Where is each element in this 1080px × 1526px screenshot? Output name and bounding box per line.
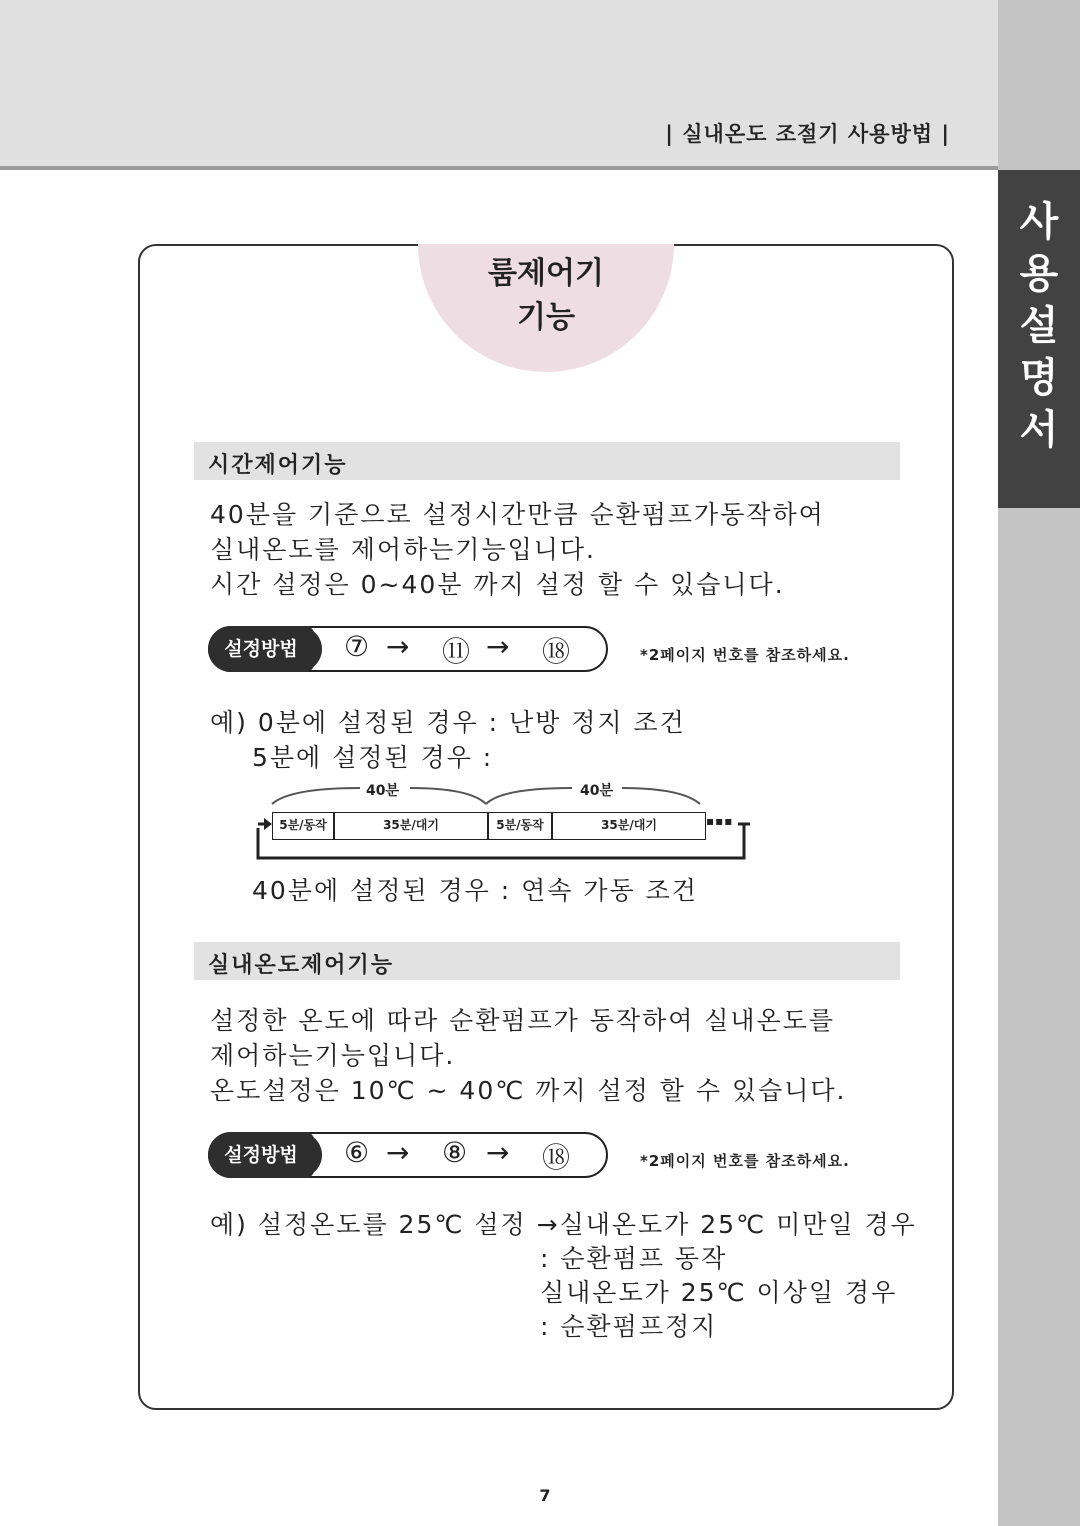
method-label: 설정방법 bbox=[208, 626, 314, 672]
period-label: 40분 bbox=[580, 783, 614, 799]
side-tab-label bbox=[998, 196, 1080, 456]
section-heading: 실내온도제어기능 bbox=[208, 953, 395, 978]
step-number: ⑱ bbox=[542, 1141, 571, 1174]
side-tab-char: 사 bbox=[1019, 199, 1059, 245]
page-title-line2: 기능 bbox=[517, 300, 575, 335]
page-title-line1: 룸제어기 bbox=[488, 256, 604, 291]
reference-note: *2페이지 번호를 참조하세요. bbox=[640, 1152, 850, 1170]
arrow-icon: → bbox=[486, 1136, 510, 1169]
arrow-icon: → bbox=[386, 630, 410, 663]
period-label: 40분 bbox=[366, 783, 400, 799]
page-number: 7 bbox=[539, 1486, 551, 1505]
step-number: ⑦ bbox=[344, 630, 370, 663]
step-number: ⑥ bbox=[344, 1136, 370, 1169]
arrow-icon: → bbox=[386, 1136, 410, 1169]
example-line: : 순환펌프 동작 bbox=[540, 1244, 728, 1273]
header-divider bbox=[0, 166, 998, 170]
step-number: ⑪ bbox=[442, 635, 471, 668]
section-desc-line: 실내온도를 제어하는기능입니다. bbox=[210, 535, 596, 564]
step-number: ⑧ bbox=[442, 1136, 468, 1169]
page-title bbox=[418, 252, 674, 340]
section-desc-line: 시간 설정은 0~40분 까지 설정 할 수 있습니다. bbox=[210, 570, 785, 599]
header-title: | 실내온도 조절기 사용방법 | bbox=[665, 122, 950, 146]
section-desc-line: 온도설정은 10℃ ~ 40℃ 까지 설정 할 수 있습니다. bbox=[210, 1076, 847, 1105]
example-line: 40분에 설정된 경우 : 연속 가동 조건 bbox=[252, 876, 698, 905]
side-tab-char: 서 bbox=[1019, 407, 1059, 453]
timeline-segment: 5분/동작 bbox=[488, 812, 552, 840]
arrow-icon: → bbox=[486, 630, 510, 663]
example-line: 예) 설정온도를 25℃ 설정 →실내온도가 25℃ 미만일 경우 bbox=[210, 1210, 917, 1239]
method-label: 설정방법 bbox=[208, 1132, 314, 1178]
side-tab-char: 설 bbox=[1019, 303, 1059, 349]
example-line: : 순환펌프정지 bbox=[540, 1312, 718, 1341]
timeline-segment: 35분/대기 bbox=[334, 812, 488, 840]
example-line: 5분에 설정된 경우 : bbox=[252, 743, 494, 772]
example-line: 예) 0분에 설정된 경우 : 난방 정지 조건 bbox=[210, 708, 686, 737]
side-tab-char: 명 bbox=[1019, 355, 1059, 401]
section-heading: 시간제어기능 bbox=[208, 453, 348, 478]
section-desc-line: 설정한 온도에 따라 순환펌프가 동작하여 실내온도를 bbox=[210, 1006, 836, 1035]
timeline-segment: 5분/동작 bbox=[272, 812, 334, 840]
step-number: ⑱ bbox=[542, 635, 571, 668]
example-line: 실내온도가 25℃ 이상일 경우 bbox=[540, 1278, 898, 1307]
reference-note: *2페이지 번호를 참조하세요. bbox=[640, 646, 850, 664]
continuation-dots: ▪▪▪ bbox=[706, 814, 734, 828]
side-tab-char: 용 bbox=[1019, 251, 1059, 297]
timeline-segment: 35분/대기 bbox=[552, 812, 706, 840]
section-desc-line: 40분을 기준으로 설정시간만큼 순환펌프가동작하여 bbox=[210, 500, 825, 529]
section-desc-line: 제어하는기능입니다. bbox=[210, 1041, 456, 1070]
timeline-diagram bbox=[250, 780, 760, 864]
